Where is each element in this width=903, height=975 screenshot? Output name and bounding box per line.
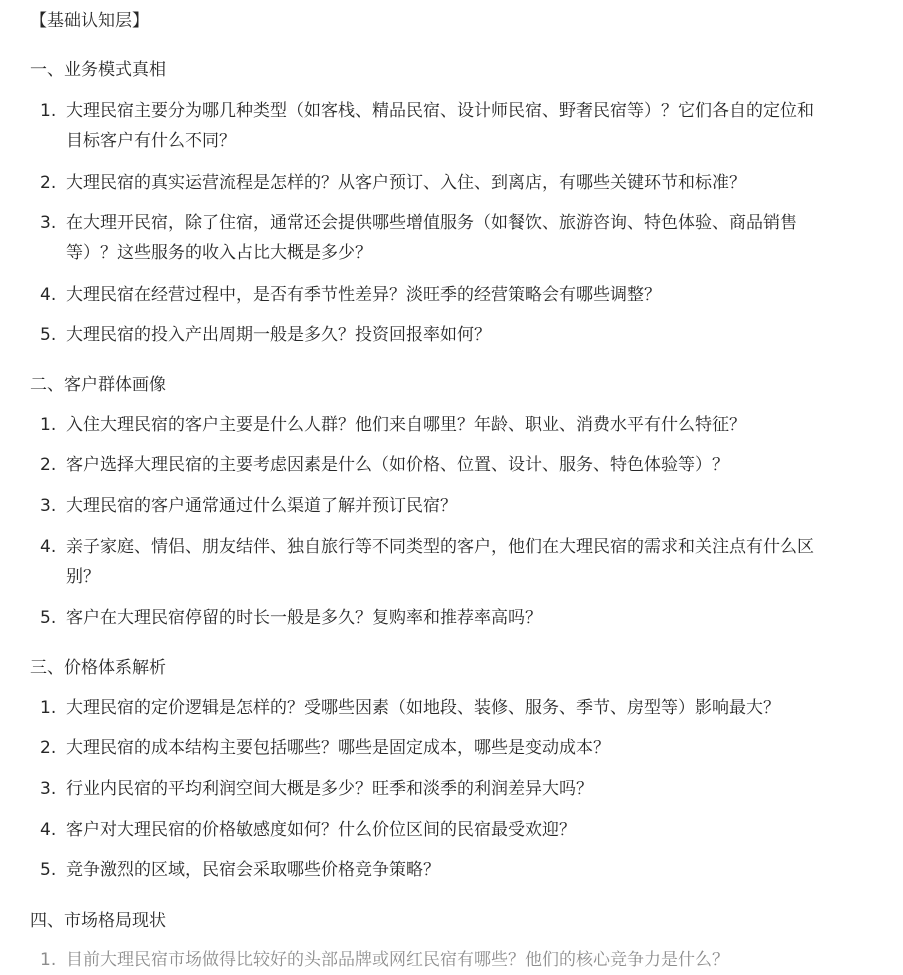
list-item — [40, 855, 830, 885]
list-number: 3. — [40, 213, 57, 233]
list-item — [40, 410, 830, 440]
list-number: 4. — [40, 820, 57, 840]
list-item — [40, 815, 830, 845]
list-item — [40, 450, 830, 480]
list-text: 客户对大理民宿的价格敏感度如何？什么价位区间的民宿最受欢迎？ — [66, 820, 576, 840]
list-text: 大理民宿在经营过程中，是否有季节性差异？淡旺季的经营策略会有哪些调整？ — [66, 285, 661, 305]
list-number: 5. — [40, 860, 57, 880]
list-number: 1. — [40, 950, 57, 970]
list-item — [40, 280, 830, 310]
list-text: 大理民宿的成本结构主要包括哪些？哪些是固定成本，哪些是变动成本？ — [66, 738, 610, 758]
list-text: 大理民宿的定价逻辑是怎样的？受哪些因素（如地段、装修、服务、季节、房型等）影响最大？ — [66, 698, 780, 718]
list-text: 目前大理民宿市场做得比较好的头部品牌或网红民宿有哪些？他们的核心竞争力是什么？ — [66, 950, 729, 970]
list-number: 2. — [40, 173, 57, 193]
section-heading-market: 四、市场格局现状 — [30, 911, 166, 931]
list-item — [40, 208, 830, 268]
list-item — [40, 693, 830, 723]
list-item — [40, 603, 830, 633]
list-number: 3. — [40, 779, 57, 799]
list-item — [40, 774, 830, 804]
list-item — [40, 320, 830, 350]
list-number: 4. — [40, 537, 57, 557]
list-number: 1. — [40, 698, 57, 718]
list-text: 客户在大理民宿停留的时长一般是多久？复购率和推荐率高吗？ — [66, 608, 542, 628]
list-text: 客户选择大理民宿的主要考虑因素是什么（如价格、位置、设计、服务、特色体验等）？ — [66, 455, 729, 475]
list-text: 大理民宿的真实运营流程是怎样的？从客户预订、入住、到离店，有哪些关键环节和标准？ — [66, 173, 746, 193]
list-number: 5. — [40, 325, 57, 345]
list-item — [40, 491, 830, 521]
section-heading-pricing: 三、价格体系解析 — [30, 658, 166, 678]
list-number: 1. — [40, 415, 57, 435]
list-number: 2. — [40, 455, 57, 475]
list-text: 入住大理民宿的客户主要是什么人群？他们来自哪里？年龄、职业、消费水平有什么特征？ — [66, 415, 746, 435]
list-number: 5. — [40, 608, 57, 628]
section-heading-business-model: 一、业务模式真相 — [30, 60, 166, 80]
list-item — [40, 532, 830, 592]
doc-title: 【基础认知层】 — [30, 11, 149, 31]
list-text: 亲子家庭、情侣、朋友结伴、独自旅行等不同类型的客户，他们在大理民宿的需求和关注点有什么区别？ — [66, 537, 814, 587]
list-item — [40, 733, 830, 763]
list-text: 竞争激烈的区域，民宿会采取哪些价格竞争策略？ — [66, 860, 440, 880]
list-item — [40, 168, 830, 198]
list-item — [40, 96, 830, 156]
list-number: 4. — [40, 285, 57, 305]
list-text: 大理民宿的客户通常通过什么渠道了解并预订民宿？ — [66, 496, 457, 516]
list-text: 大理民宿主要分为哪几种类型（如客栈、精品民宿、设计师民宿、野奢民宿等）？它们各自的定位和目标客户有什么不同？ — [66, 101, 814, 151]
list-number: 2. — [40, 738, 57, 758]
list-text: 大理民宿的投入产出周期一般是多久？投资回报率如何？ — [66, 325, 491, 345]
list-text: 在大理开民宿，除了住宿，通常还会提供哪些增值服务（如餐饮、旅游咨询、特色体验、商品销售等）？这些服务的收入占比大概是多少？ — [66, 213, 797, 263]
list-number: 3. — [40, 496, 57, 516]
section-heading-customer-profile: 二、客户群体画像 — [30, 375, 166, 395]
list-text: 行业内民宿的平均利润空间大概是多少？旺季和淡季的利润差异大吗？ — [66, 779, 593, 799]
list-number: 1. — [40, 101, 57, 121]
list-item — [40, 945, 830, 975]
